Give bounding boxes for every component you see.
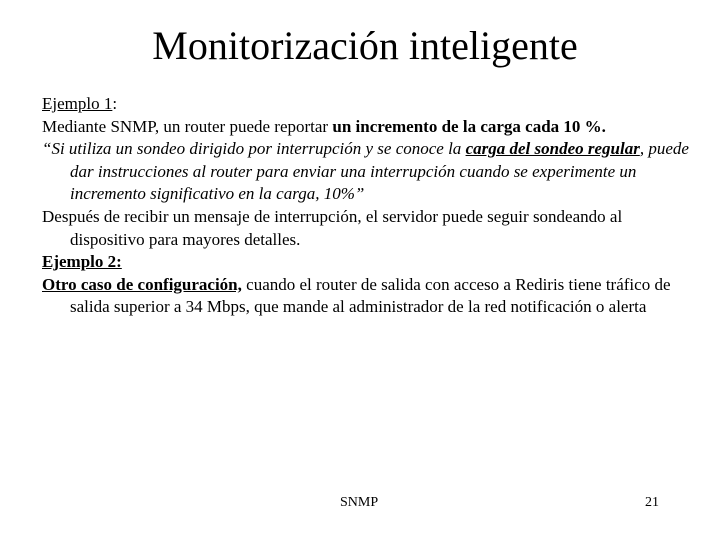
paragraph-snmp-router — [42, 116, 692, 139]
paragraph-interrupt: Después de recibir un mensaje de interrupción, el servidor puede seguir sondeando al dispositivo para mayores detalles. — [42, 206, 623, 249]
example-1-colon: : — [112, 94, 118, 113]
paragraph-config — [42, 274, 692, 319]
page-number: 21 — [645, 495, 659, 510]
quote-emphasis: carga del sondeo regular — [465, 139, 640, 159]
paragraph-snmp-router-text: Mediante SNMP, un router puede reportar — [42, 116, 333, 136]
quote-text-end: , puede dar instrucciones al router para enviar una interrupción cuando se experimente un incremento significativo en la carga, 10%” — [70, 139, 689, 204]
example-2-heading — [42, 251, 692, 274]
slide-title: Monitorización inteligente — [152, 23, 578, 68]
footer-label: SNMP — [340, 495, 379, 510]
example-2-label: Ejemplo 2: — [42, 252, 122, 272]
example-1-heading — [42, 93, 692, 116]
paragraph-snmp-router-bold: un incremento de la carga cada 10 %. — [332, 116, 606, 136]
example-1-label: Ejemplo 1 — [42, 94, 113, 113]
paragraph-config-text: cuando el router de salida con acceso a Rediris tiene tráfico de salida superior a 34 Mbps, que mande al administrador de la red notificación o alerta — [70, 274, 671, 317]
paragraph-config-bold: Otro caso de configuración, — [42, 274, 242, 294]
slide-body — [42, 93, 692, 319]
quote-text-start: “Si utiliza un sondeo dirigido por interrupción y se conoce la — [42, 139, 466, 159]
quote-paragraph — [42, 138, 692, 206]
